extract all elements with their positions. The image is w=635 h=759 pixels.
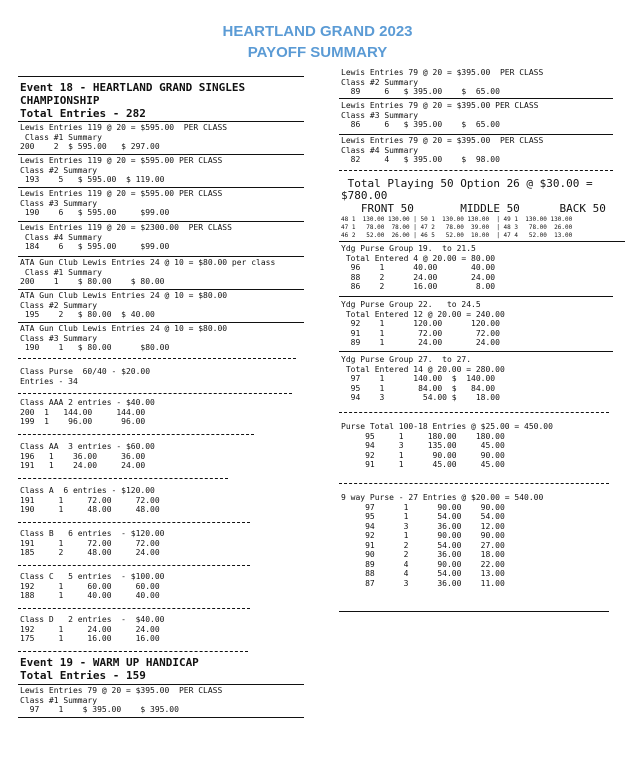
ata-class-3-block: ATA Gun Club Lewis Entries 24 @ 10 = $80.00 Class #3 Summary 190 1 $ 80.00 $80.00 [20, 324, 228, 352]
divider [339, 351, 613, 352]
class-c-block: Class C 5 entries - $100.00 192 1 60.00 60.00 188 1 40.00 40.00 [20, 572, 165, 600]
yardage-purse-19-block: Ydg Purse Group 19. to 21.5 Total Entered 4 @ 20.00 = 80.00 96 1 40.00 40.00 88 2 24.00 24.00 86 2 16.00 8.00 [341, 244, 496, 291]
event-19-total: Total Entries - 159 [20, 669, 146, 682]
purse-total-block: Purse Total 100-18 Entries @ $25.00 = 450.00 95 1 180.00 180.00 94 3 135.00 45.00 92 1 90.00 90.00 91 1 45.00 45.00 [341, 422, 553, 469]
divider [18, 289, 304, 290]
lewis-w19-class-3-block: Lewis Entries 79 @ 20 = $395.00 PER CLASS Class #3 Summary 86 6 $ 395.00 $ 65.00 [341, 101, 539, 129]
class-b-block: Class B 6 entries - $120.00 191 1 72.00 72.00 185 2 48.00 24.00 [20, 529, 165, 557]
divider [339, 98, 613, 99]
divider [18, 717, 304, 718]
lewis-class-1-block: Lewis Entries 119 @ 20 = $595.00 PER CLASS Class #1 Summary 200 2 $ 595.00 $ 297.00 [20, 123, 228, 151]
divider [18, 608, 250, 609]
yardage-purse-22-block: Ydg Purse Group 22. to 24.5 Total Entered 12 @ 20.00 = 240.00 92 1 120.00 120.00 91 1 72.00 72.00 89 1 24.00 24.00 [341, 300, 505, 347]
option-group-headers: FRONT 50 MIDDLE 50 BACK 50 [341, 202, 606, 215]
report-subtitle: PAYOFF SUMMARY [247, 44, 388, 61]
divider [18, 256, 304, 257]
divider [18, 221, 304, 222]
divider [18, 393, 292, 394]
divider [339, 241, 625, 242]
lewis-class-4-block: Lewis Entries 119 @ 20 = $2300.00 PER CLASS Class #4 Summary 184 6 $ 595.00 $99.00 [20, 223, 232, 251]
divider [339, 412, 609, 413]
class-purse-block: Class Purse 60/40 - $20.00 Entries - 34 [20, 367, 151, 386]
divider [18, 684, 304, 685]
divider [339, 296, 613, 297]
divider [18, 358, 296, 359]
divider [18, 522, 250, 523]
divider [18, 434, 254, 435]
lewis-class-2-block: Lewis Entries 119 @ 20 = $595.00 PER CLASS Class #2 Summary 193 5 $ 595.00 $ 119.00 [20, 156, 223, 184]
ata-class-2-block: ATA Gun Club Lewis Entries 24 @ 10 = $80.00 Class #2 Summary 195 2 $ 80.00 $ 40.00 [20, 291, 228, 319]
option-total-line: Total Playing 50 Option 26 @ $30.00 = [341, 177, 593, 190]
divider [18, 187, 304, 188]
event-18-total: Total Entries - 282 [20, 107, 146, 120]
event-18-title: Event 18 - HEARTLAND GRAND SINGLES CHAMPIONSHIP [20, 81, 246, 107]
lewis-w19-class-4-block: Lewis Entries 79 @ 20 = $395.00 PER CLASS Class #4 Summary 82 4 $ 395.00 $ 98.00 [341, 136, 544, 164]
option-total-amount: $780.00 [341, 189, 388, 202]
class-a-block: Class A 6 entries - $120.00 191 1 72.00 72.00 190 1 48.00 48.00 [20, 486, 160, 514]
lewis-w19-class-1-block: Lewis Entries 79 @ 20 = $395.00 PER CLASS Class #1 Summary 97 1 $ 395.00 $ 395.00 [20, 686, 223, 714]
class-aa-block: Class AA 3 entries - $60.00 196 1 36.00 36.00 191 1 24.00 24.00 [20, 442, 155, 470]
divider [18, 154, 304, 155]
class-d-block: Class D 2 entries - $40.00 192 1 24.00 24.00 175 1 16.00 16.00 [20, 615, 165, 643]
nine-way-purse-block: 9 way Purse - 27 Entries @ $20.00 = 540.00 97 1 90.00 90.00 95 1 54.00 54.00 94 3 36.00 12.00 92 1 90.00 90.00 91 2 54.00 27.00 90 2 36.00 18.00 89 4 90.00 22.00 88 4 54.00 13.00 87 3 36.00 11.00 [341, 493, 544, 588]
option-payout-rows: 48 1 130.00 130.00 | 50 1 130.00 130.00 | 49 1 130.00 130.00 47 1 78.00 78.00 | 47 2 78.00 39.00 | 48 3 78.00 26.00 46 2 52.00 26.00 | 46 5 52.00 10.00 | 47 4 52.00 13.00 [341, 216, 573, 239]
divider [339, 134, 613, 135]
lewis-class-3-block: Lewis Entries 119 @ 20 = $595.00 PER CLASS Class #3 Summary 190 6 $ 595.00 $99.00 [20, 189, 223, 217]
divider [339, 483, 609, 484]
report-title: HEARTLAND GRAND 2023 [222, 23, 413, 40]
ata-class-1-block: ATA Gun Club Lewis Entries 24 @ 10 = $80.00 per class Class #1 Summary 200 1 $ 80.00 $ 80.00 [20, 258, 276, 286]
lewis-w19-class-2-block: Lewis Entries 79 @ 20 = $395.00 PER CLASS Class #2 Summary 89 6 $ 395.00 $ 65.00 [341, 68, 544, 96]
class-aaa-block: Class AAA 2 entries - $40.00 200 1 144.00 144.00 199 1 96.00 96.00 [20, 398, 155, 426]
divider [18, 322, 304, 323]
divider [18, 478, 228, 479]
divider [339, 611, 609, 612]
event-19-title: Event 19 - WARM UP HANDICAP [20, 656, 199, 669]
divider [18, 651, 248, 652]
divider [339, 170, 613, 171]
divider [18, 565, 250, 566]
divider [18, 76, 304, 77]
yardage-purse-27-block: Ydg Purse Group 27. to 27. Total Entered 14 @ 20.00 = 280.00 97 1 140.00 $ 140.00 95 1 84.00 $ 84.00 94 3 54.00 $ 18.00 [341, 355, 505, 402]
divider [18, 121, 304, 122]
